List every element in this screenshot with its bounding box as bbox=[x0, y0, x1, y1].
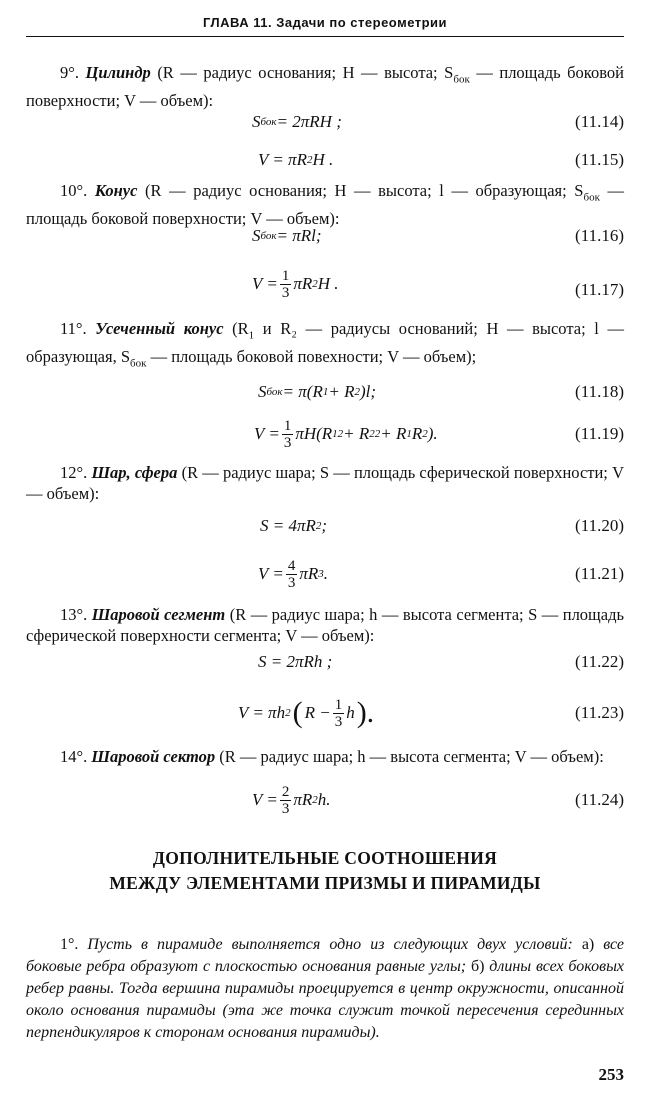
item-12-term: Шар, сфера bbox=[91, 463, 178, 482]
equation-11-23: V = πh 2 ( R − $\frac{1}{3}$ h ). (11.23) bbox=[238, 696, 624, 730]
section-paragraph-1: 1°. Пусть в пирамиде выполняется одно из следующих двух условий: а) все боковые ребра образуют с плоскостью основания равные углы; б) длины всех боковых ребер равны. Тогда вершина пирамиды проецируется в центр окружности, описанной около основания пирамиды (эта же точка служит точкой пересечения серединных перпендикуляров к сторонам основания пирамиды). bbox=[26, 936, 625, 1041]
equation-11-20: S = 4πR 2 ; (11.20) bbox=[260, 516, 624, 535]
item-9-term: Цилиндр bbox=[85, 63, 151, 82]
running-header: ГЛАВА 11. Задачи по стереометрии bbox=[26, 10, 624, 37]
equation-11-22: S = 2πRh ; (11.22) bbox=[258, 652, 624, 671]
item-9-paragraph: 9°. Цилиндр (R — радиус основания; H — высота; $S_{бок}$ — площадь боковой поверхности; V — объем): bbox=[26, 63, 624, 111]
item-14-term: Шаровой сектор bbox=[91, 747, 216, 766]
item-10-paragraph: 10°. Конус (R — радиус основания; H — высота; l — образующая; $S_{бок}$ — площадь боковой поверхности; V — объем): bbox=[26, 181, 625, 229]
item-10-term: Конус bbox=[94, 181, 138, 200]
item-11-paragraph: 11°. Усеченный конус ($R_1$ и R₂ — радиусы оснований; H — высота; l — образующая, $S_{бок}$ — площадь боковой повехности; V — объем); bbox=[26, 319, 624, 370]
equation-11-18: S бок = π(R 1 + R 2 )l; (11.18) bbox=[258, 382, 624, 401]
equation-11-16: S бок = πRl; (11.16) bbox=[252, 226, 624, 245]
equation-11-21: V = $\frac{4}{3}$ πR 3 . (11.21) bbox=[258, 557, 624, 591]
item-12-paragraph: 12°. Шар, сфера (R — радиус шара; S — площадь сферической поверхности; V — объем): bbox=[26, 463, 625, 503]
page-number: 253 bbox=[598, 1065, 624, 1084]
item-13-term: Шаровой сегмент bbox=[91, 605, 226, 624]
equation-11-14: S бок = 2πRH ; (11.14) bbox=[252, 112, 624, 131]
equation-11-15: V = πR 2 H . (11.15) bbox=[258, 150, 624, 169]
equation-11-24: V = $\frac{2}{3}$ πR 2 h. (11.24) bbox=[252, 783, 624, 817]
item-11-term: Усеченный конус bbox=[95, 319, 224, 338]
item-13-paragraph: 13°. Шаровой сегмент (R — радиус шара; h — высота сегмента; S — площадь сферической поверхности сегмента; V — объем): bbox=[26, 605, 625, 645]
section-heading: ДОПОЛНИТЕЛЬНЫЕ СООТНОШЕНИЯ МЕЖДУ ЭЛЕМЕНТАМИ ПРИЗМЫ И ПИРАМИДЫ bbox=[109, 848, 541, 893]
equation-11-17: V = $\frac{1}{3}$ πR 2 H . (11.17) bbox=[252, 267, 624, 301]
equation-11-19: V = $\frac{1}{3}$ πH(R 1 2 + R 2 2 + R 1 R 2 ). (11.19) bbox=[254, 417, 624, 451]
item-14-paragraph: 14°. Шаровой сектор (R — радиус шара; h — высота сегмента; V — объем): bbox=[60, 747, 604, 766]
